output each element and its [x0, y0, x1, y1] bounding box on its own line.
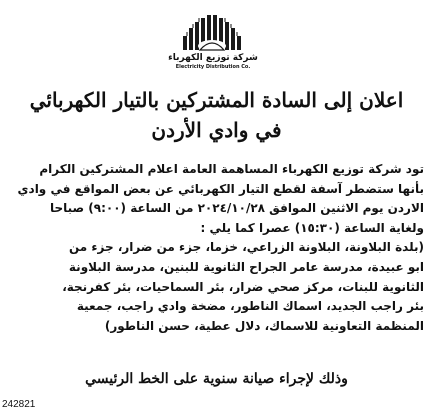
reference-number: 242821	[2, 399, 36, 410]
closing-statement: وذلك لإجراء صيانة سنوية على الخط الرئيسي	[85, 371, 348, 387]
body-line: ابو عبيدة، مدرسة عامر الجراح الثانوية للبنين، مدرسة البلاونة	[68, 259, 424, 274]
body-line: ولغاية الساعة (١٥:٣٠) عصرا كما يلي :	[200, 220, 424, 235]
announcement-subtitle: في وادي الأردن	[151, 118, 282, 142]
body-line: (بلدة البلاونة، البلاونة الزراعي، خزما، جزء من ضرار، جزء من	[68, 240, 424, 255]
body-line: الاردن يوم الاثنين الموافق ٢٠٢٤/١٠/٢٨ من الساعة (٩:٠٠) صباحا	[49, 201, 424, 216]
logo-english-name: Electricity Distribution Co.	[175, 64, 251, 70]
announcement-title: اعلان إلى السادة المشتركين بالتيار الكهربائي	[29, 88, 404, 112]
body-line: بئر راجب الجديد، اسماك الناطور، مضخة وادي راجب، جمعية	[76, 299, 424, 314]
body-line: الثانوية للبنات، مركز صحي ضرار، بئر السماحيات، بئر كفرنجة،	[62, 279, 424, 294]
announcement-body	[10, 160, 424, 336]
lightbulb-rays-icon	[178, 6, 248, 52]
company-logo	[168, 6, 258, 74]
logo-arabic-name: شركة توزيع الكهرباء	[168, 53, 258, 63]
body-line: المنظمة التعاونية للاسماك، دلال عطية، حسن الناطور)	[104, 318, 424, 333]
body-line: تود شركة توزيع الكهرباء المساهمة العامة اعلام المشتركين الكرام	[39, 162, 424, 176]
body-line: بأنها ستضطر آسفة لقطع التيار الكهربائي عن بعض المواقع في وادي	[17, 181, 424, 196]
